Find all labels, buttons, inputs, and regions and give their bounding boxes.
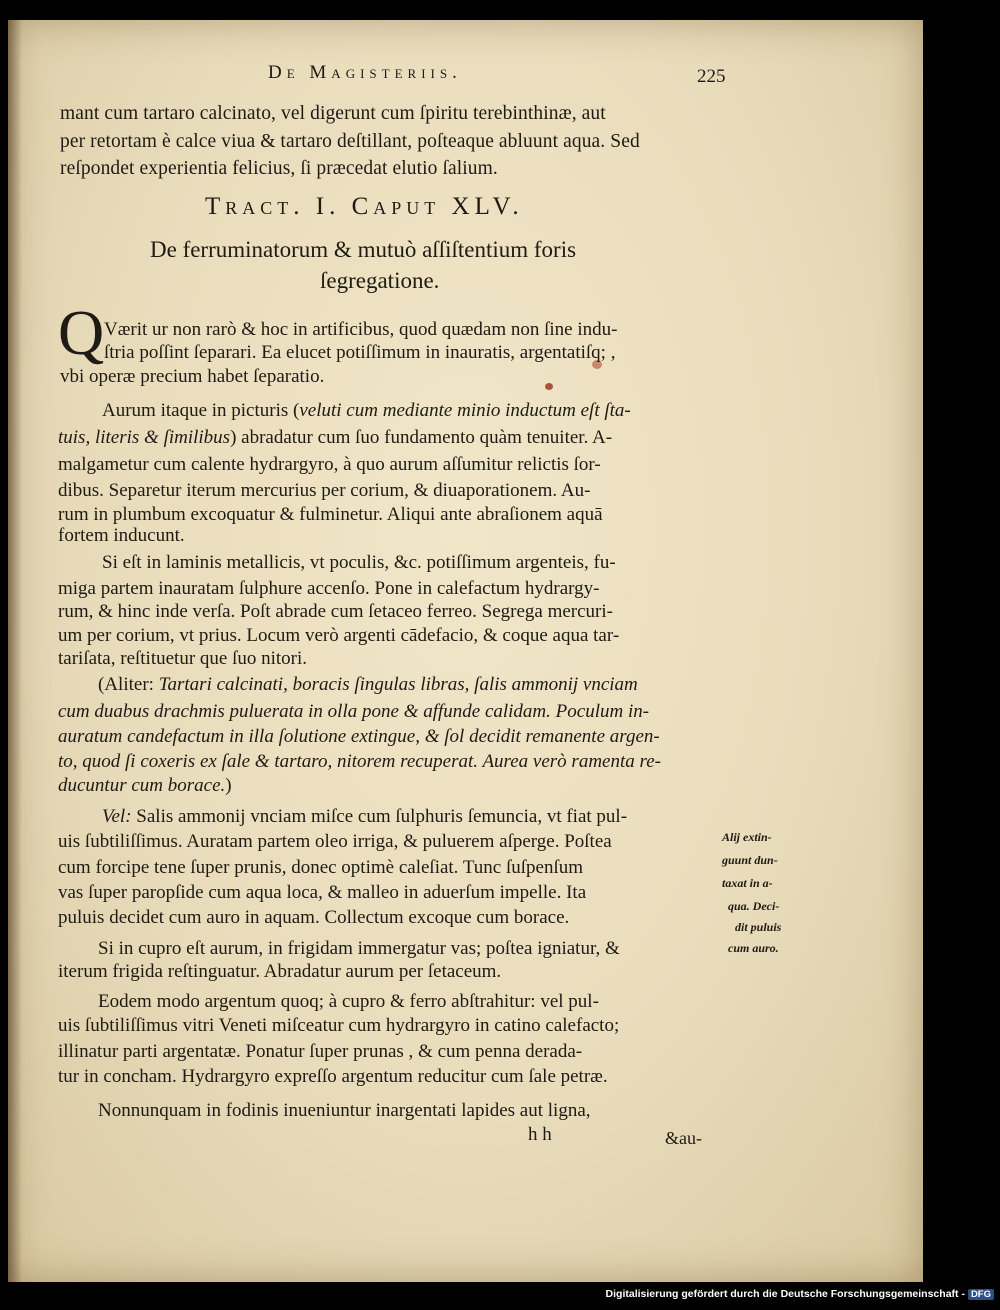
text-line: ſtria poſſint ſeparari. Ea elucet potiſſimum in inauratis, argentatiſq; , (104, 342, 616, 363)
chapter-heading: Tract. I. Caput XLV. (205, 193, 524, 220)
text-line: puluis decidet cum auro in aquam. Collectum excoque cum borace. (58, 907, 570, 928)
footer-credit: Digitalisierung gefördert durch die Deutsche Forschungsgemeinschaft - DFG (606, 1288, 994, 1300)
text-line: iterum frigida reſtinguatur. Abradatur aurum per ſetaceum. (58, 961, 502, 982)
text-line: mant cum tartaro calcinato, vel digerunt cum ſpiritu terebinthinæ, aut (60, 103, 606, 124)
text-line: Eodem modo argentum quoq; à cupro & ferro abſtrahitur: vel pul- (98, 991, 599, 1012)
text-line: Si in cupro eſt aurum, in frigidam immergatur vas; poſtea igniatur, & (98, 938, 620, 959)
text-line: tur in concham. Hydrargyro expreſſo argentum reducitur cum ſale petræ. (58, 1066, 608, 1087)
text-line: illinatur parti argentatæ. Ponatur ſuper prunas , & cum penna derada- (58, 1041, 583, 1062)
text-line: to, quod ſi coxeris ex ſale & tartaro, nitorem recuperat. Aurea verò ramenta re- (58, 751, 661, 772)
text-line: (Aliter: Tartari calcinati, boracis ſingulas libras, ſalis ammonij vnciam (98, 674, 638, 695)
text-line: uis ſubtiliſſimus. Auratam partem oleo irriga, & puluerem aſperge. Poſtea (58, 831, 612, 852)
marginal-note: Alij extin- (722, 830, 772, 844)
marginal-note: dit puluis (735, 920, 782, 934)
text-line: rum, & hinc inde verſa. Poſt abrade cum ſetaceo ferreo. Segrega mercuri- (58, 601, 613, 622)
text-line: dibus. Separetur iterum mercurius per corium, & diuaporationem. Au- (58, 480, 591, 501)
text-line: auratum candefactum in illa ſolutione extingue, & ſol decidit remanente argen- (58, 726, 660, 747)
text-line: tariſata, reſtituetur que ſuo nitori. (58, 648, 308, 669)
text-line: Vel: Salis ammonij vnciam miſce cum ſulphuris ſemuncia, vt fiat pul- (102, 806, 628, 827)
text-line: Aurum itaque in picturis (veluti cum mediante minio inductum eſt ſta- (102, 400, 631, 421)
text-line: tuis, literis & ſimilibus) abradatur cum ſuo fundamento quàm tenuiter. A- (58, 427, 613, 448)
text-line: um per corium, vt prius. Locum verò argenti cādefacio, & coque aqua tar- (58, 625, 620, 646)
marginal-note: guunt dun- (722, 853, 778, 867)
text-line: ducuntur cum borace.) (58, 775, 232, 796)
signature-mark: h h (528, 1124, 552, 1145)
text-line: rum in plumbum excoquatur & fulminetur. Aliqui ante abraſionem aquā (58, 504, 603, 525)
text-line: reſpondet experientia felicius, ſi præcedat elutio ſalium. (60, 158, 498, 179)
dfg-logo: DFG (968, 1289, 994, 1300)
catchword: &au- (665, 1128, 702, 1148)
text-line: per retortam è calce viua & tartaro deſtillant, poſteaque abluunt aqua. Sed (60, 131, 640, 152)
chapter-title: ſegregatione. (320, 268, 440, 293)
text-line: vbi operæ precium habet ſeparatio. (60, 366, 325, 387)
text-line: Værit ur non rarò & hoc in artificibus, quod quædam non ſine indu- (104, 319, 618, 340)
text-line: vas ſuper paropſide cum aqua loca, & malleo in aduerſum impelle. Ita (58, 882, 587, 903)
text-line: malgametur cum calente hydrargyro, à quo aurum aſſumitur relictis ſor- (58, 454, 601, 475)
marginal-note: taxat in a- (722, 876, 773, 890)
running-head: De Magisteriis. (268, 62, 462, 83)
text-line: uis ſubtiliſſimus vitri Veneti miſceatur cum hydrargyro in catino calefacto; (58, 1015, 620, 1036)
initial-letter: Q (58, 297, 105, 368)
text-line: miga partem inauratam ſulphure accenſo. Pone in calefactum hydrargy- (58, 578, 600, 599)
text-line: Si eſt in laminis metallicis, vt poculis, &c. potiſſimum argenteis, fu- (102, 552, 616, 573)
text-line: cum duabus drachmis puluerata in olla pone & affunde calidam. Poculum in- (58, 701, 650, 722)
chapter-title: De ferruminatorum & mutuò aſſiſtentium foris (150, 237, 577, 262)
text-line: Nonnunquam in fodinis inueniuntur inargentati lapides aut ligna, (98, 1100, 591, 1121)
marginal-note: cum auro. (728, 941, 779, 955)
text-line: fortem inducunt. (58, 525, 185, 546)
text-line: cum forcipe tene ſuper prunis, donec optimè caleſiat. Tunc ſuſpenſum (58, 857, 584, 878)
marginal-note: qua. Deci- (728, 899, 780, 913)
page-number: 225 (697, 66, 726, 87)
